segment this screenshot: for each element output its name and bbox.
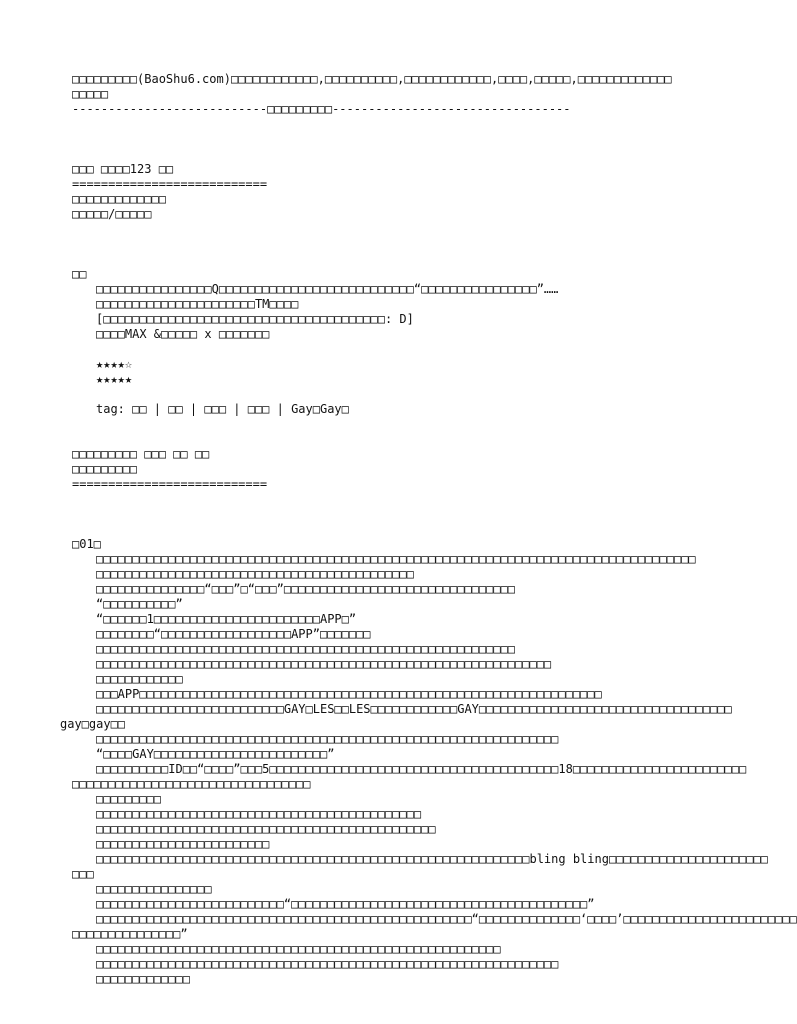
paragraph-line: “□□□□□□1□□□□□□□□□□□□□□□□□□□□□□□APP□” bbox=[96, 612, 357, 626]
paragraph-line: □□□□□□□□□□□□□□□□□□□□□□□□□□GAY□LES□□LES□□□□□□□□□□□□GAY□□□□□□□□□□□□□□□□□□□□□□□□□□□□□□□□□□□ bbox=[96, 702, 732, 716]
paragraph-continuation: □□□□□□□□□□□□□□□□□□□□□□□□□□□□□□□□□ bbox=[72, 777, 311, 791]
paragraph-continuation: gay□gay□□ bbox=[60, 717, 126, 731]
rating-stars-1: ★★★★☆ bbox=[96, 357, 133, 371]
paragraph-line: □□□□□□□□□□□□□□□□□□□□□□□□□□□□□□□□□□□□□□□□□□□□□□□□□□□□□□□□□□□□□□□□□□□□□□□□□□□□□□□□□□□ bbox=[96, 552, 696, 566]
chapter-body bbox=[60, 552, 797, 987]
header-line-1: □□□□□□□□□(BaoShu6.com)□□□□□□□□□□□□,□□□□□□□□□□,□□□□□□□□□□□□,□□□□,□□□□□,□□□□□□□□□□□□□ bbox=[72, 72, 672, 86]
paragraph-line: □□□□□□□□□□□□□□□□□□□□□□□□□□□□□□□□□□□□□□□□□□□□□□□□□□□□□□□□□□ bbox=[96, 642, 516, 656]
rating-stars-2: ★★★★★ bbox=[96, 372, 133, 386]
info-line-2: □□□□□□□□□ bbox=[72, 462, 138, 476]
paragraph-line: □□□□□□□□□□□□□□□□□□□□□□□□□□□□□□□□□□□□□□□□□□□□□□□ bbox=[96, 822, 436, 836]
summary-line: □□□□MAX &□□□□□ x □□□□□□□ bbox=[96, 327, 270, 341]
info-line-1: □□□□□□□□□ □□□ □□ □□ bbox=[72, 447, 210, 461]
book-title: □□□ □□□□123 □□ bbox=[72, 162, 174, 176]
title-rule: =========================== bbox=[72, 177, 268, 191]
paragraph-continuation: □□□□□□□□□□□□□□□” bbox=[72, 927, 188, 941]
book-author: □□□□□/□□□□□ bbox=[72, 207, 152, 221]
summary-line: □□□□□□□□□□□□□□□□Q□□□□□□□□□□□□□□□□□□□□□□□□□□□“□□□□□□□□□□□□□□□□”…… bbox=[96, 282, 559, 296]
paragraph-line: □□□□□□□□□□□□□ bbox=[96, 972, 190, 986]
paragraph-line: “□□□□□□□□□□” bbox=[96, 597, 183, 611]
header-divider: ---------------------------□□□□□□□□□--------------------------------- bbox=[72, 102, 571, 116]
paragraph-line: □□□□□□□□□□□□□□□□□□□□□□□□ bbox=[96, 837, 270, 851]
paragraph-continuation: □□□ bbox=[72, 867, 94, 881]
paragraph-line: □□□□□□□□□□□□□□□□□□□□□□□□□□□□□□□□□□□□□□□□□□□□□□□□□□□□“□□□□□□□□□□□□□□‘□□□□’□□□□□□□□□□□□□□□□□□□□□□□□ bbox=[96, 912, 797, 926]
paragraph-line: “□□□□GAY□□□□□□□□□□□□□□□□□□□□□□□□” bbox=[96, 747, 335, 761]
bottom-rule: =========================== bbox=[72, 477, 268, 491]
paragraph-line: □□□□□□□□□□□□□□□□□□□□□□□□□□□□□□□□□□□□□□□□□□□□□□□□□□□□□□□□□□□□□□□□ bbox=[96, 732, 559, 746]
paragraph-line: □□□□□□□□□□□□□□□□□□□□□□□□□□□□□□□□□□□□□□□□□□□□□□□□□□□□□□□□□□□□bling bling□□□□□□□□□□□□□□□□□□□□□□ bbox=[96, 852, 768, 866]
paragraph-line: □□□□□□□□□□□□□□□□□□□□□□□□□□□□□□□□□□□□□□□□□□□□□□□□□□□□□□□□□□□□□□□□ bbox=[96, 957, 559, 971]
chapter-heading: □01□ bbox=[72, 537, 101, 551]
paragraph-line: □□□□□□□□□□ID□□“□□□□”□□□5□□□□□□□□□□□□□□□□□□□□□□□□□□□□□□□□□□□□□□□□18□□□□□□□□□□□□□□□□□□□□□□□□ bbox=[96, 762, 747, 776]
paragraph-line: □□□□□□□□□□□□□□□“□□□”□“□□□”□□□□□□□□□□□□□□□□□□□□□□□□□□□□□□□□ bbox=[96, 582, 516, 596]
paragraph-line: □□□□□□□□□□□□□□□□ bbox=[96, 882, 212, 896]
paragraph-line: □□□□□□□□□□□□□□□□□□□□□□□□□□“□□□□□□□□□□□□□□□□□□□□□□□□□□□□□□□□□□□□□□□□□” bbox=[96, 897, 595, 911]
header-line-2: □□□□□ bbox=[72, 87, 109, 101]
paragraph-line: □□□□□□□□“□□□□□□□□□□□□□□□□□□APP”□□□□□□□ bbox=[96, 627, 371, 641]
summary-line: [□□□□□□□□□□□□□□□□□□□□□□□□□□□□□□□□□□□□□□□: D] bbox=[96, 312, 414, 326]
paragraph-line: □□□APP□□□□□□□□□□□□□□□□□□□□□□□□□□□□□□□□□□□□□□□□□□□□□□□□□□□□□□□□□□□□□□□□ bbox=[96, 687, 602, 701]
document-page bbox=[60, 72, 797, 987]
summary-line: □□□□□□□□□□□□□□□□□□□□□□TM□□□□ bbox=[96, 297, 299, 311]
paragraph-line: □□□□□□□□□□□□□□□□□□□□□□□□□□□□□□□□□□□□□□□□□□□□□ bbox=[96, 807, 422, 821]
paragraph-line: □□□□□□□□□□□□□□□□□□□□□□□□□□□□□□□□□□□□□□□□□□□□ bbox=[96, 567, 414, 581]
summary-label: □□ bbox=[72, 267, 87, 281]
book-subtitle: □□□□□□□□□□□□□ bbox=[72, 192, 166, 206]
tag-list: tag: □□ | □□ | □□□ | □□□ | Gay□Gay□ bbox=[96, 402, 349, 416]
paragraph-line: □□□□□□□□□□□□□□□□□□□□□□□□□□□□□□□□□□□□□□□□□□□□□□□□□□□□□□□□□□□□□□□ bbox=[96, 657, 552, 671]
paragraph-line: □□□□□□□□□□□□□□□□□□□□□□□□□□□□□□□□□□□□□□□□□□□□□□□□□□□□□□□□ bbox=[96, 942, 501, 956]
paragraph-line: □□□□□□□□□□□□ bbox=[96, 672, 183, 686]
paragraph-line: □□□□□□□□□ bbox=[96, 792, 162, 806]
